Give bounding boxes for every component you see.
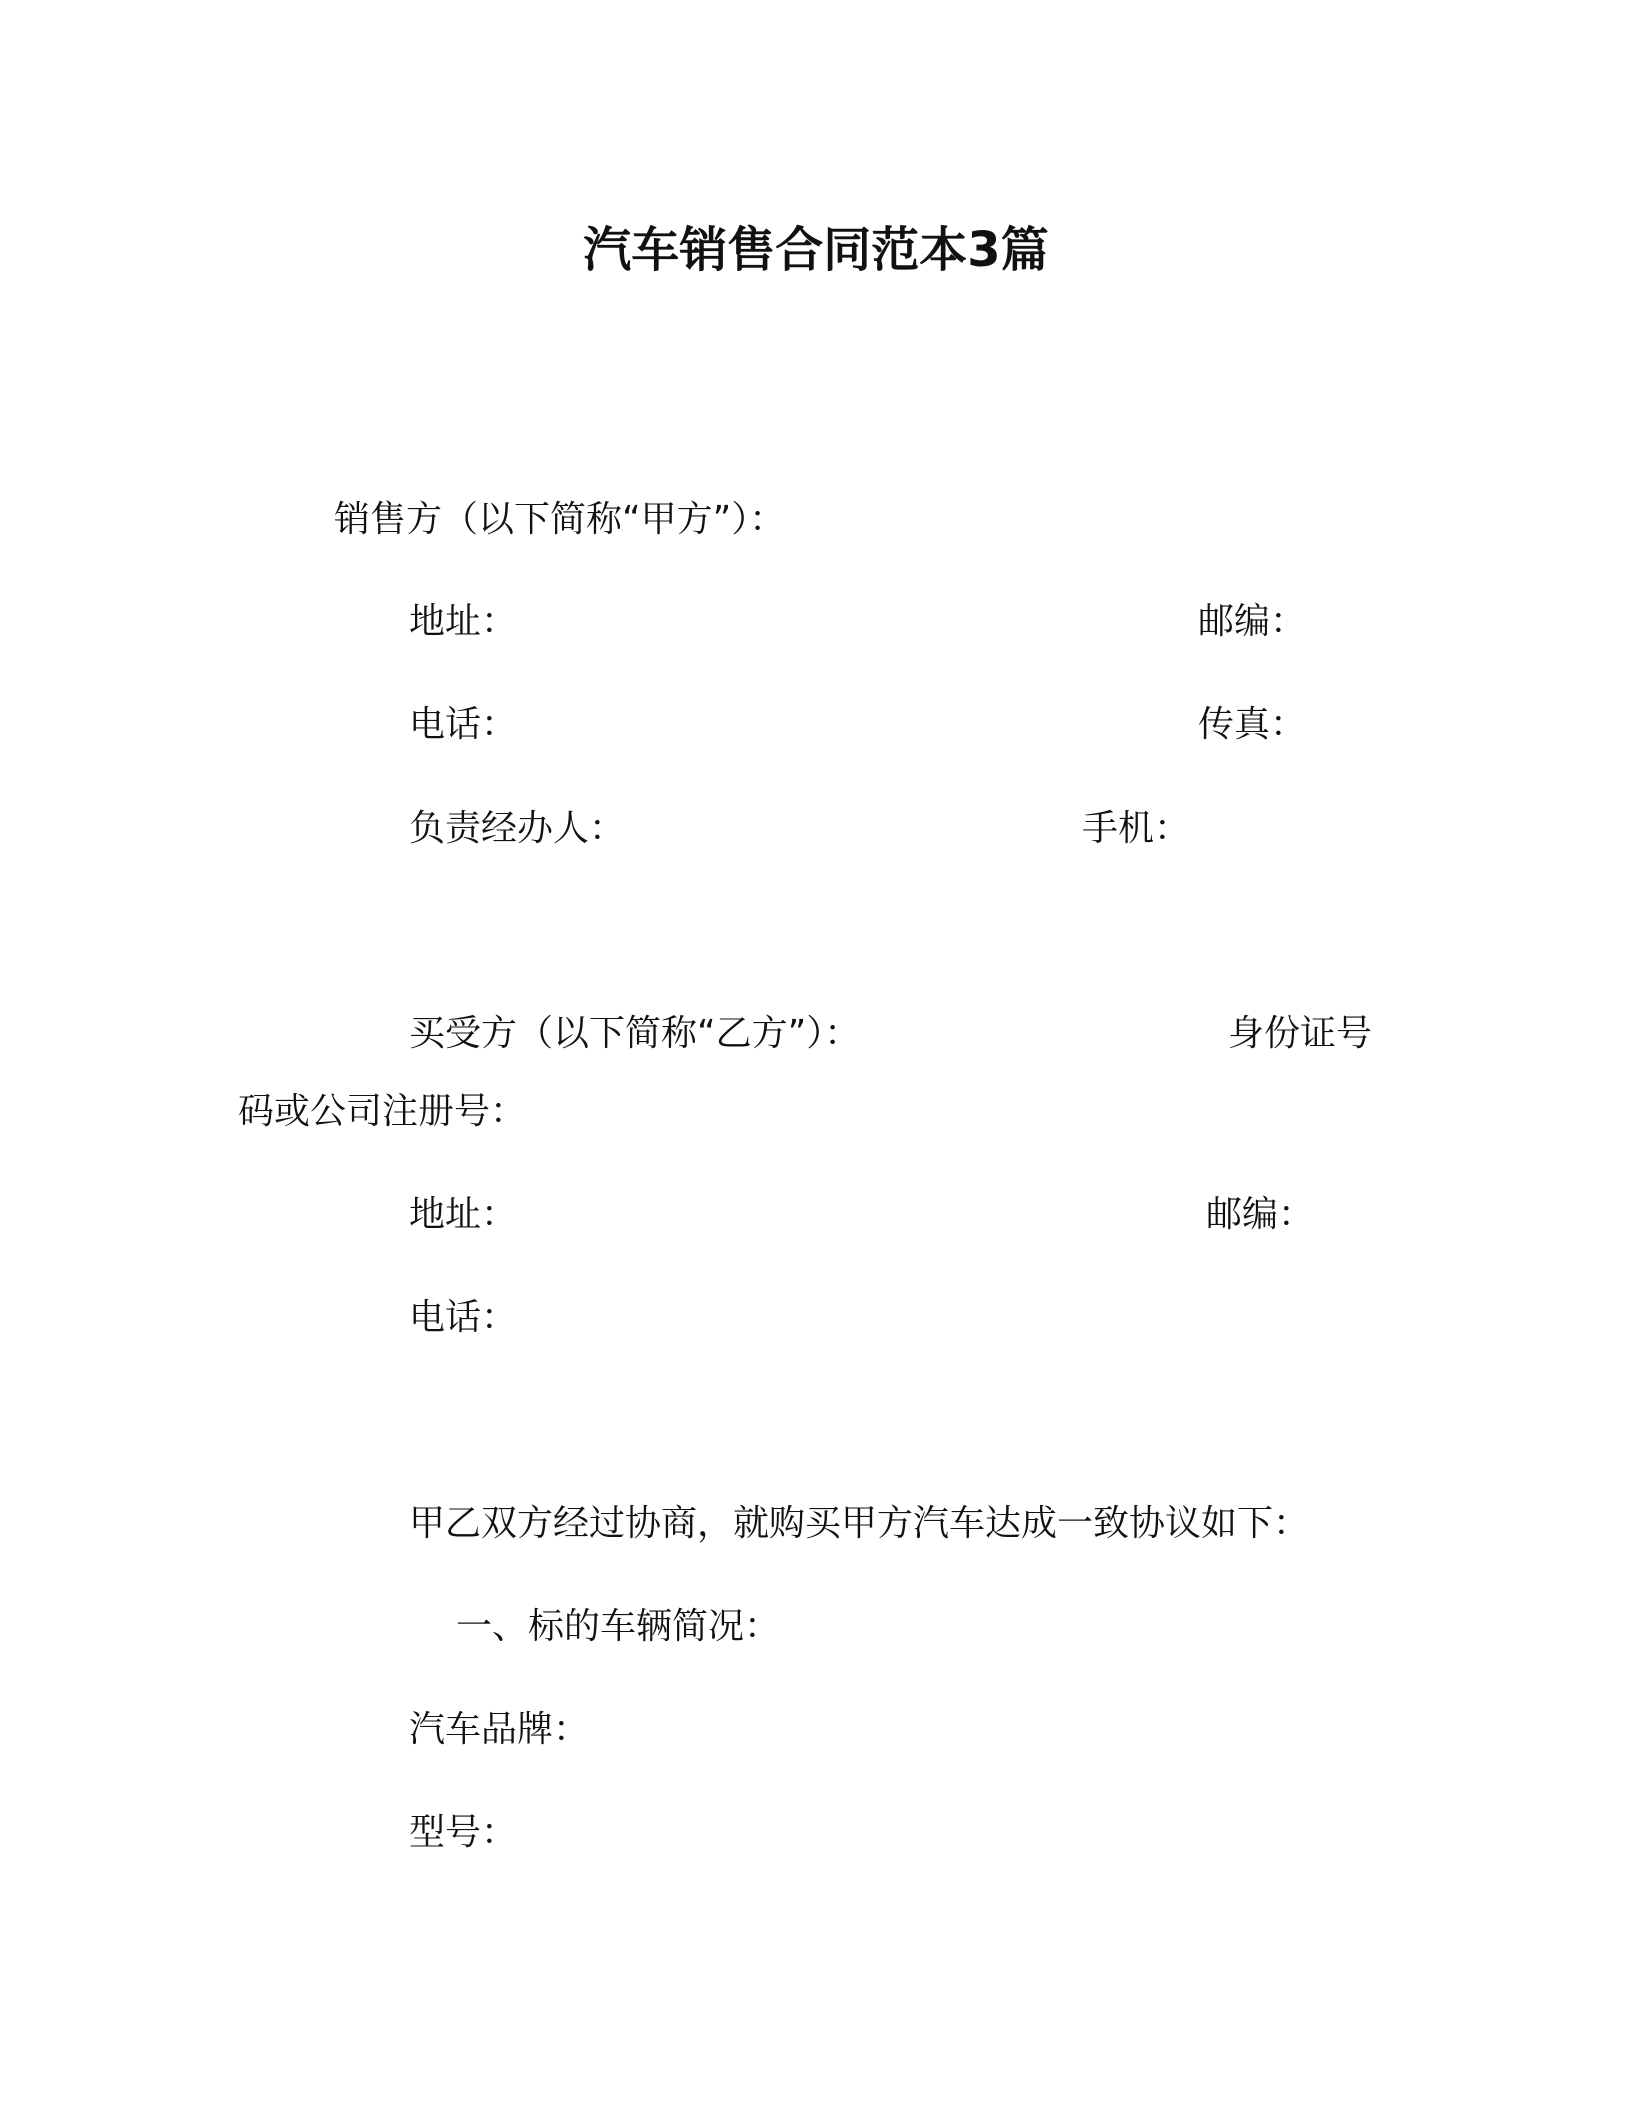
buyer-address-label: 地址： bbox=[409, 1194, 518, 1235]
seller-heading: 销售方（以下简称“甲方”）： bbox=[334, 499, 786, 540]
model-label: 型号： bbox=[409, 1812, 518, 1853]
agreement-intro: 甲乙双方经过协商，就购买甲方汽车达成一致协议如下： bbox=[409, 1503, 1310, 1544]
buyer-phone-label: 电话： bbox=[409, 1297, 518, 1338]
seller-fax-label: 传真： bbox=[1198, 704, 1307, 745]
buyer-postcode-label: 邮编： bbox=[1206, 1194, 1315, 1235]
seller-address-label: 地址： bbox=[409, 601, 518, 642]
buyer-heading: 买受方（以下简称“乙方”）： bbox=[409, 1013, 861, 1054]
seller-postcode-label: 邮编： bbox=[1198, 601, 1307, 642]
section1-heading: 一、标的车辆简况： bbox=[456, 1606, 781, 1647]
seller-phone-label: 电话： bbox=[409, 704, 518, 745]
document-title: 汽车销售合同范本3篇 bbox=[583, 222, 1049, 278]
brand-label: 汽车品牌： bbox=[409, 1709, 590, 1750]
buyer-id-label-part2: 码或公司注册号： bbox=[238, 1091, 527, 1132]
buyer-id-label-part1: 身份证号 bbox=[1228, 1013, 1373, 1054]
seller-agent-label: 负责经办人： bbox=[409, 808, 626, 849]
seller-mobile-label: 手机： bbox=[1082, 808, 1191, 849]
